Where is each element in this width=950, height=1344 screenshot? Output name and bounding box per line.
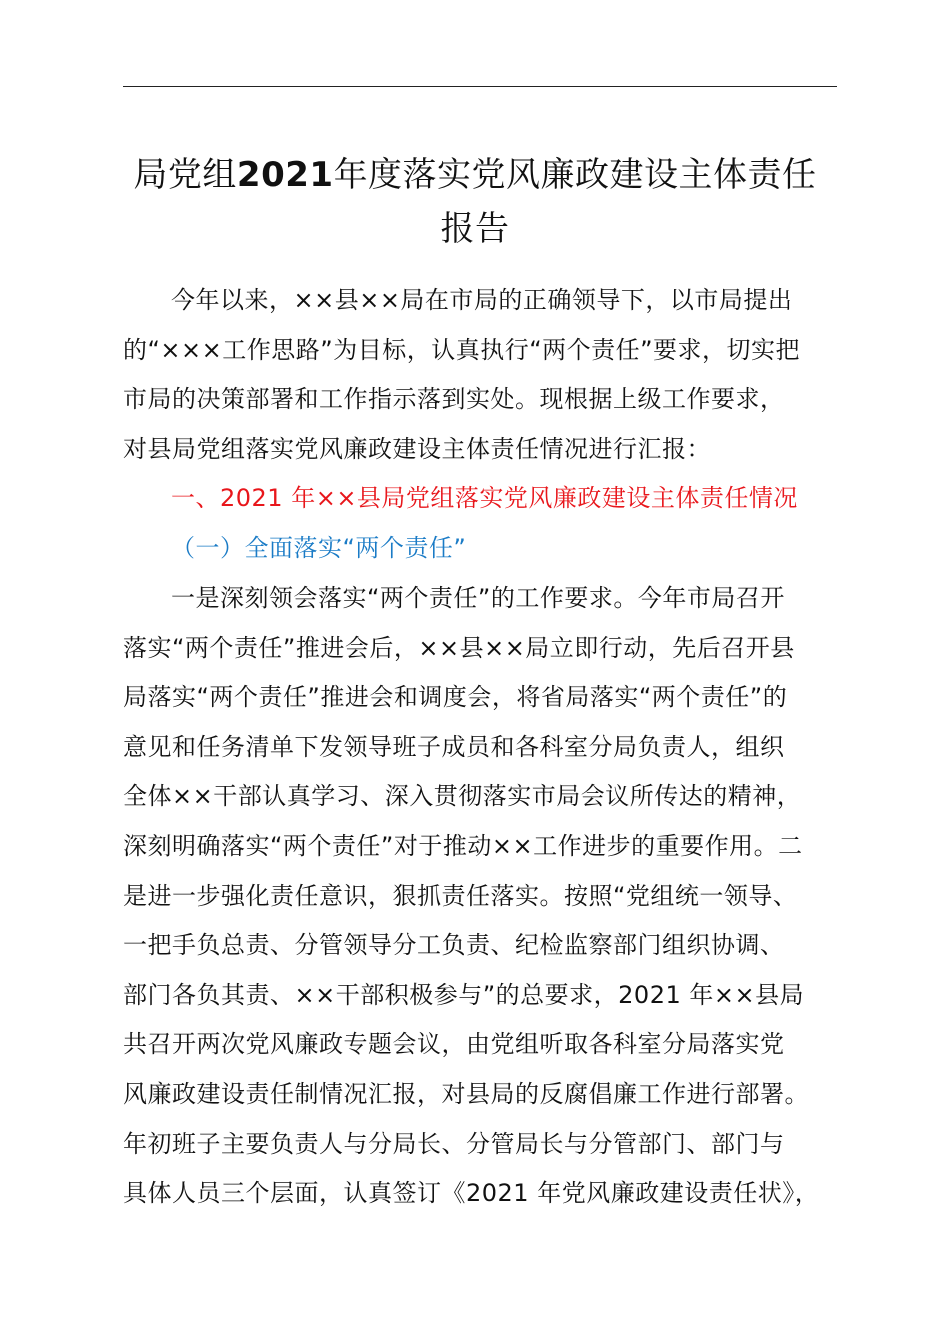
section-heading: 一、2021 年××县局党组落实党风廉政建设主体责任情况 xyxy=(171,484,798,512)
title-suffix: 年度落实党风廉政建设主体责任 xyxy=(333,155,817,195)
title-line-1 xyxy=(110,148,840,202)
body-line: 共召开两次党风廉政专题会议，由党组听取各科室分局落实党 xyxy=(123,1030,785,1059)
body-line: 风廉政建设责任制情况汇报，对县局的反腐倡廉工作进行部署。 xyxy=(123,1079,809,1108)
body-line: 部门各负其责、××干部积极参与”的总要求，2021 年××县局 xyxy=(123,980,805,1009)
body-line: 深刻明确落实“两个责任”对于推动××工作进步的重要作用。二 xyxy=(123,831,803,860)
body-line: 落实“两个责任”推进会后，××县××局立即行动，先后召开县 xyxy=(123,633,795,662)
body-paragraph xyxy=(123,574,837,1219)
subsection-heading: （一）全面落实“两个责任” xyxy=(171,534,467,562)
intro-line: 今年以来，××县××局在市局的正确领导下，以市局提出 xyxy=(171,286,793,314)
intro-line: 的“×××工作思路”为目标，认真执行“两个责任”要求，切实把 xyxy=(123,335,801,364)
body-line: 年初班子主要负责人与分局长、分管局长与分管部门、部门与 xyxy=(123,1129,785,1158)
intro-line: 对县局党组落实党风廉政建设主体责任情况进行汇报： xyxy=(123,434,711,463)
body-line: 意见和任务清单下发领导班子成员和各科室分局负责人，组织 xyxy=(123,732,785,761)
body-line: 一是深刻领会落实“两个责任”的工作要求。今年市局召开 xyxy=(171,584,785,612)
title-line-2: 报告 xyxy=(440,209,510,249)
intro-line: 市局的决策部署和工作指示落到实处。现根据上级工作要求， xyxy=(123,385,785,414)
body-line: 具体人员三个层面，认真签订《2021 年党风廉政建设责任状》， xyxy=(123,1179,820,1208)
body-line: 局落实“两个责任”推进会和调度会，将省局落实“两个责任”的 xyxy=(123,683,788,712)
document-title xyxy=(110,148,840,256)
body-line: 一把手负总责、分管领导分工负责、纪检监察部门组织协调、 xyxy=(123,931,785,960)
body-line: 全体××干部认真学习、深入贯彻落实市局会议所传达的精神， xyxy=(123,782,802,811)
title-year: 2021 xyxy=(236,155,334,195)
body-line: 是进一步强化责任意识，狠抓责任落实。按照“党组统一领导、 xyxy=(123,881,798,910)
title-prefix: 局党组 xyxy=(133,155,237,195)
intro-paragraph xyxy=(123,276,837,474)
header-rule xyxy=(123,86,837,87)
